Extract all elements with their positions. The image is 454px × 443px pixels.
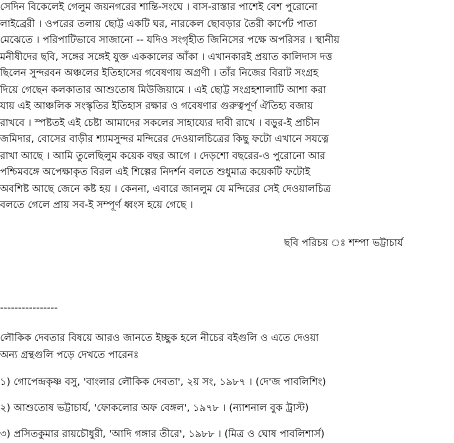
paragraph-line: পশ্চিমবঙ্গে অপেক্ষাকৃত বিরল এই শিল্পের নিদর্শন বলতে শুধুমাত্র কয়েকটি ফটোই xyxy=(0,167,311,178)
article-paragraph xyxy=(0,0,452,215)
paragraph-line: মেঝেতে । পরিপাটিভাবে সাজানো -- যদিও সংগৃহীত জিনিসের পক্ষে অপরিসর । স্থানীয় xyxy=(0,35,340,46)
paragraph-line: রাখবে । স্পষ্টতই এই চেষ্টা আমাদের সকলের সাহায্যের দাবী রাখে । বড়ুর-ই প্রাচীন xyxy=(0,117,320,129)
paragraph-line: যায় এই আঞ্চলিক সংস্কৃতির ইতিহাস রক্ষার ও গবেষণার গুরুত্বপূর্ণ ঐতিহ্য বজায় xyxy=(0,101,313,112)
paragraph-line: জমিদার, বোসের বাড়ীর শ্যামসুন্দর মন্দিরের দেওয়ালচিত্রের কিছু ফটো এখানে সযত্নে xyxy=(0,134,329,145)
paragraph-line: অবশিষ্ট আছে জেনে কষ্ট হয় । কেননা, এবারে জানলুম যে মন্দিরের সেই দেওয়ালচিত্র xyxy=(0,183,331,195)
paragraph-line: বলতে গেলে প্রায় সব-ই সম্পূর্ণ ধ্বংস হয়ে গেছে । xyxy=(0,200,194,211)
paragraph-line: ছিলেন সুন্দরবন অঞ্চলের ইতিহাসের গবেষণায় অগ্রণী । তাঁর নিজের বিরাট সংগ্রহ xyxy=(0,68,319,79)
references-intro xyxy=(0,331,452,364)
reference-item: ১) গোপেন্দ্রকৃষ্ণ বসু, 'বাংলার লৌকিক দেবতা', ২য় সং, ১৯৮৭ । (দে'জ পাবলিশিং) xyxy=(0,377,327,388)
paragraph-line: সেদিন বিকেলেই গেলুম জয়নগরের শান্তি-সংঘে । বাস-রাস্তার পাশেই বেশ পুরোনো xyxy=(0,2,318,13)
intro-line: লৌকিক দেবতার বিষয়ে আরও জানতে ইচ্ছুক হলে নীচের বইগুলি ও এতে দেওয়া xyxy=(0,333,319,344)
paragraph-line: মনীষীদের ছবি, সঙ্গের সঙ্গেই যুক্ত এককালের আঁকা । এখানকারই প্রয়াত কালিদাস দত্ত xyxy=(0,51,333,63)
intro-line: অন্য গ্রন্থগুলি পড়ে দেখতে পারেনঃ xyxy=(0,349,139,361)
paragraph-line: দিয়ে গেছেন কলকাতার আশুতোষ মিউজিয়ামে । এই ছোট্ট সংগ্রহশালাটি আশা করা xyxy=(0,84,327,96)
reference-item: ৩) প্রসিতকুমার রায়চৌধুরী, 'আদি গঙ্গার তীরে', ১৯৮৮ । (মিত্র ও ঘোষ পাবলিশার্স) xyxy=(0,429,325,440)
reference-item: ২) আশুতোষ ভট্টাচার্য, 'ফোকলোর অফ বেঙ্গল', ১৯৭৮ । (ন্যাশনাল বুক ট্রাস্ট) xyxy=(0,403,309,414)
section-divider: ---------------- xyxy=(0,303,58,314)
paragraph-line: রাখা আছে । আমি তুলেছিলুম কয়েক বছর আগে । দেড়শো বছরের-ও পুরোনো আর xyxy=(0,150,326,162)
photo-credit: ছবি পরিচয় ঃ শম্পা ভট্টাচার্য xyxy=(284,238,404,249)
paragraph-line: লাইব্রেরী । ওপরের তলায় ছোট্ট একটি ঘর, নারকেল ছোবড়ার তৈরী কার্পেট পাতা xyxy=(0,18,317,30)
